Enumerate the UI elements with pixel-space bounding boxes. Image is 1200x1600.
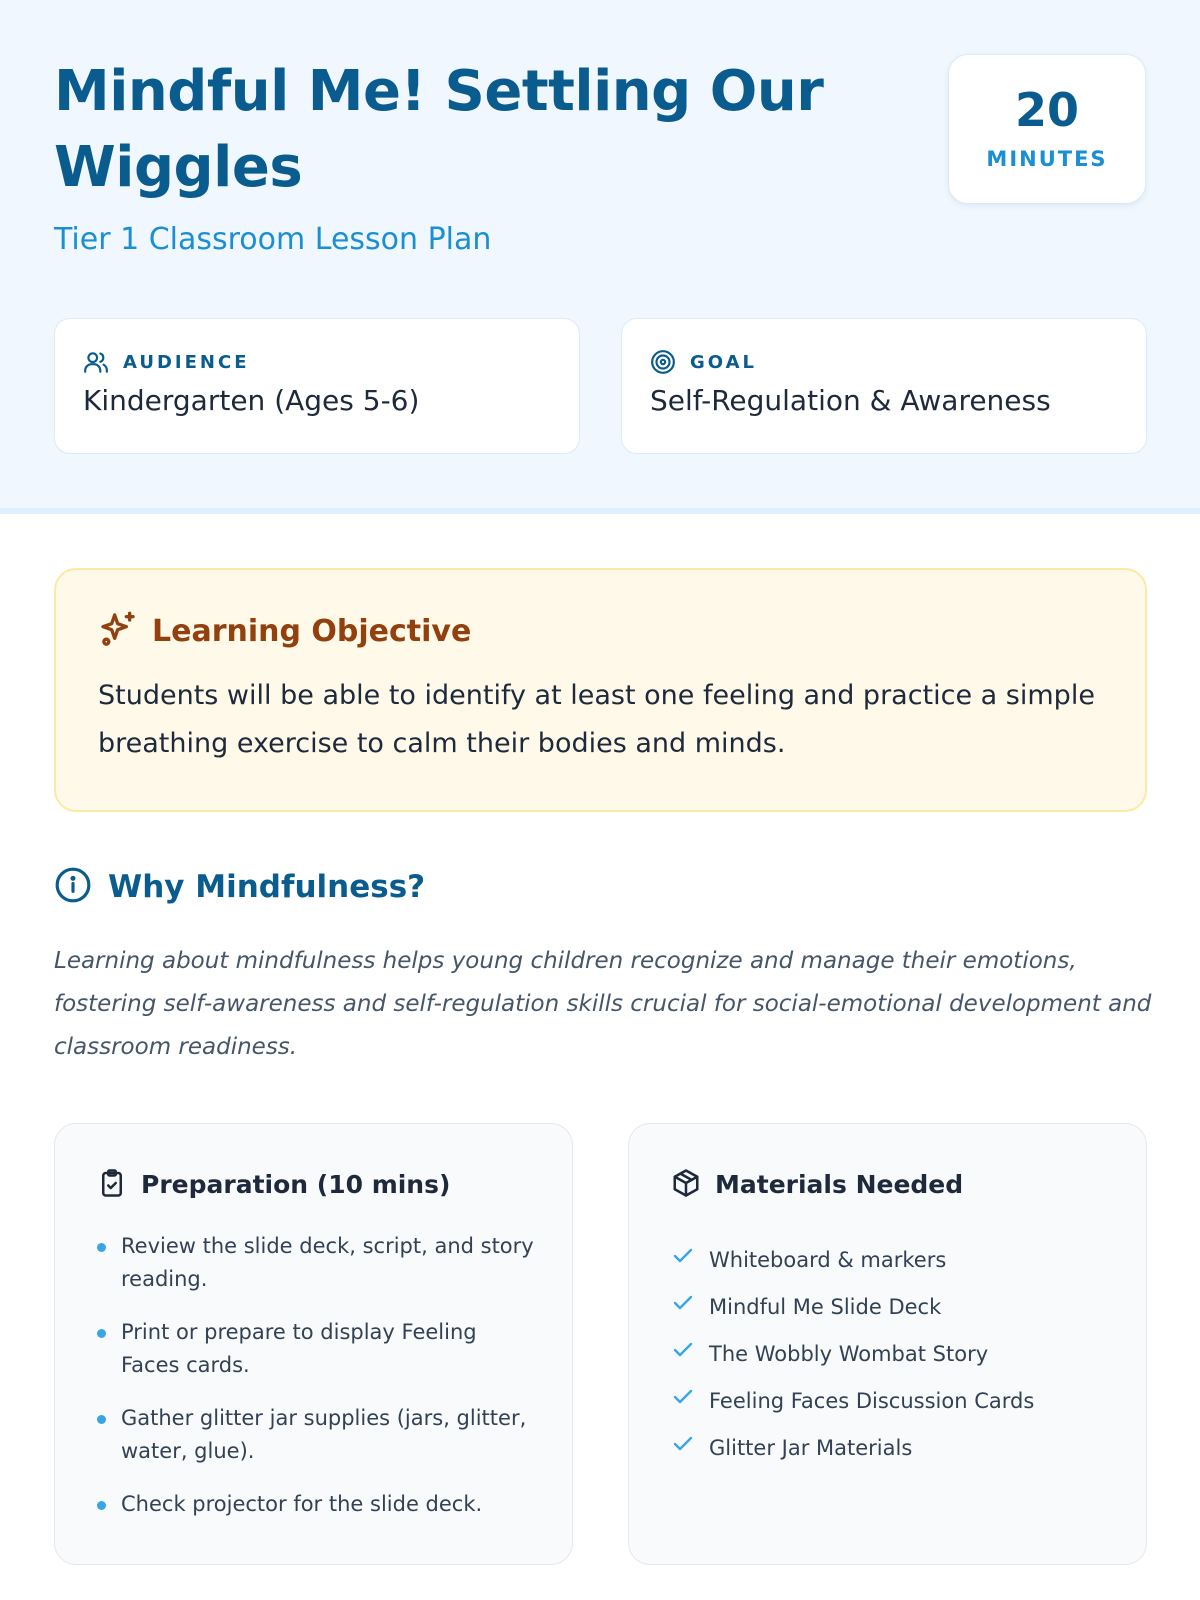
preparation-heading (97, 1168, 450, 1202)
page-subtitle: Tier 1 Classroom Lesson Plan (54, 222, 492, 257)
lesson-header (0, 0, 1200, 514)
list-item (671, 1330, 1111, 1377)
check-icon (671, 1338, 695, 1370)
list-item-text: Feeling Faces Discussion Cards (709, 1388, 1035, 1413)
audience-value: Kindergarten (Ages 5-6) (83, 384, 420, 417)
check-icon (671, 1385, 695, 1417)
objective-text: Students will be able to identify at least one feeling and practice a simple breathing exercise to calm their bodies and minds. (98, 680, 1095, 759)
list-item-text: The Wobbly Wombat Story (709, 1341, 989, 1366)
list-item-text: Print or prepare to display Feeling Faces cards. (121, 1320, 477, 1377)
page-title: Mindful Me! Settling Our Wiggles (54, 59, 824, 200)
goal-label-row (650, 349, 757, 375)
goal-value: Self-Regulation & Awareness (650, 384, 1051, 417)
users-icon (83, 349, 109, 375)
materials-card (628, 1123, 1147, 1565)
why-heading (54, 866, 425, 908)
preparation-list (97, 1230, 537, 1541)
audience-card (54, 318, 580, 454)
preparation-title: Preparation (10 mins) (141, 1170, 451, 1199)
audience-label-row (83, 349, 250, 375)
package-icon (671, 1168, 701, 1202)
target-icon (650, 349, 676, 375)
list-item (671, 1424, 1111, 1471)
info-icon (54, 866, 92, 908)
list-item-text: Gather glitter jar supplies (jars, glitter, water, glue). (121, 1406, 527, 1463)
bullet-dot (97, 1243, 106, 1252)
list-item-text: Review the slide deck, script, and story reading. (121, 1234, 534, 1291)
materials-heading (671, 1168, 963, 1202)
check-icon (671, 1244, 695, 1276)
list-item-text: Whiteboard & markers (709, 1247, 947, 1272)
duration-value: 20 (1014, 83, 1079, 137)
objective-title: Learning Objective (152, 614, 472, 649)
list-item-text: Check projector for the slide deck. (121, 1492, 483, 1516)
learning-objective-card (54, 568, 1147, 812)
check-icon (671, 1432, 695, 1464)
goal-card (621, 318, 1147, 454)
list-item (97, 1488, 537, 1521)
materials-list (671, 1236, 1111, 1471)
audience-label: AUDIENCE (123, 351, 250, 373)
objective-heading (98, 610, 471, 654)
duration-badge (948, 54, 1146, 204)
why-title: Why Mindfulness? (108, 869, 426, 905)
bullet-dot (97, 1415, 106, 1424)
list-item (97, 1402, 537, 1468)
list-item (97, 1230, 537, 1296)
list-item (671, 1283, 1111, 1330)
list-item (671, 1377, 1111, 1424)
bullet-dot (97, 1501, 106, 1510)
why-text: Learning about mindfulness helps young children recognize and manage their emotions, fostering self-awareness and self-regulation skills crucial for social-emotional development and classroom readiness. (54, 948, 1152, 1060)
list-item (671, 1236, 1111, 1283)
list-item-text: Mindful Me Slide Deck (709, 1294, 942, 1319)
goal-label: GOAL (690, 351, 757, 373)
materials-title: Materials Needed (715, 1170, 964, 1199)
sparkles-icon (98, 610, 138, 654)
check-icon (671, 1291, 695, 1323)
preparation-card (54, 1123, 573, 1565)
bullet-dot (97, 1329, 106, 1338)
list-item (97, 1316, 537, 1382)
clipboard-check-icon (97, 1168, 127, 1202)
list-item-text: Glitter Jar Materials (709, 1435, 913, 1460)
duration-unit: MINUTES (986, 147, 1108, 171)
